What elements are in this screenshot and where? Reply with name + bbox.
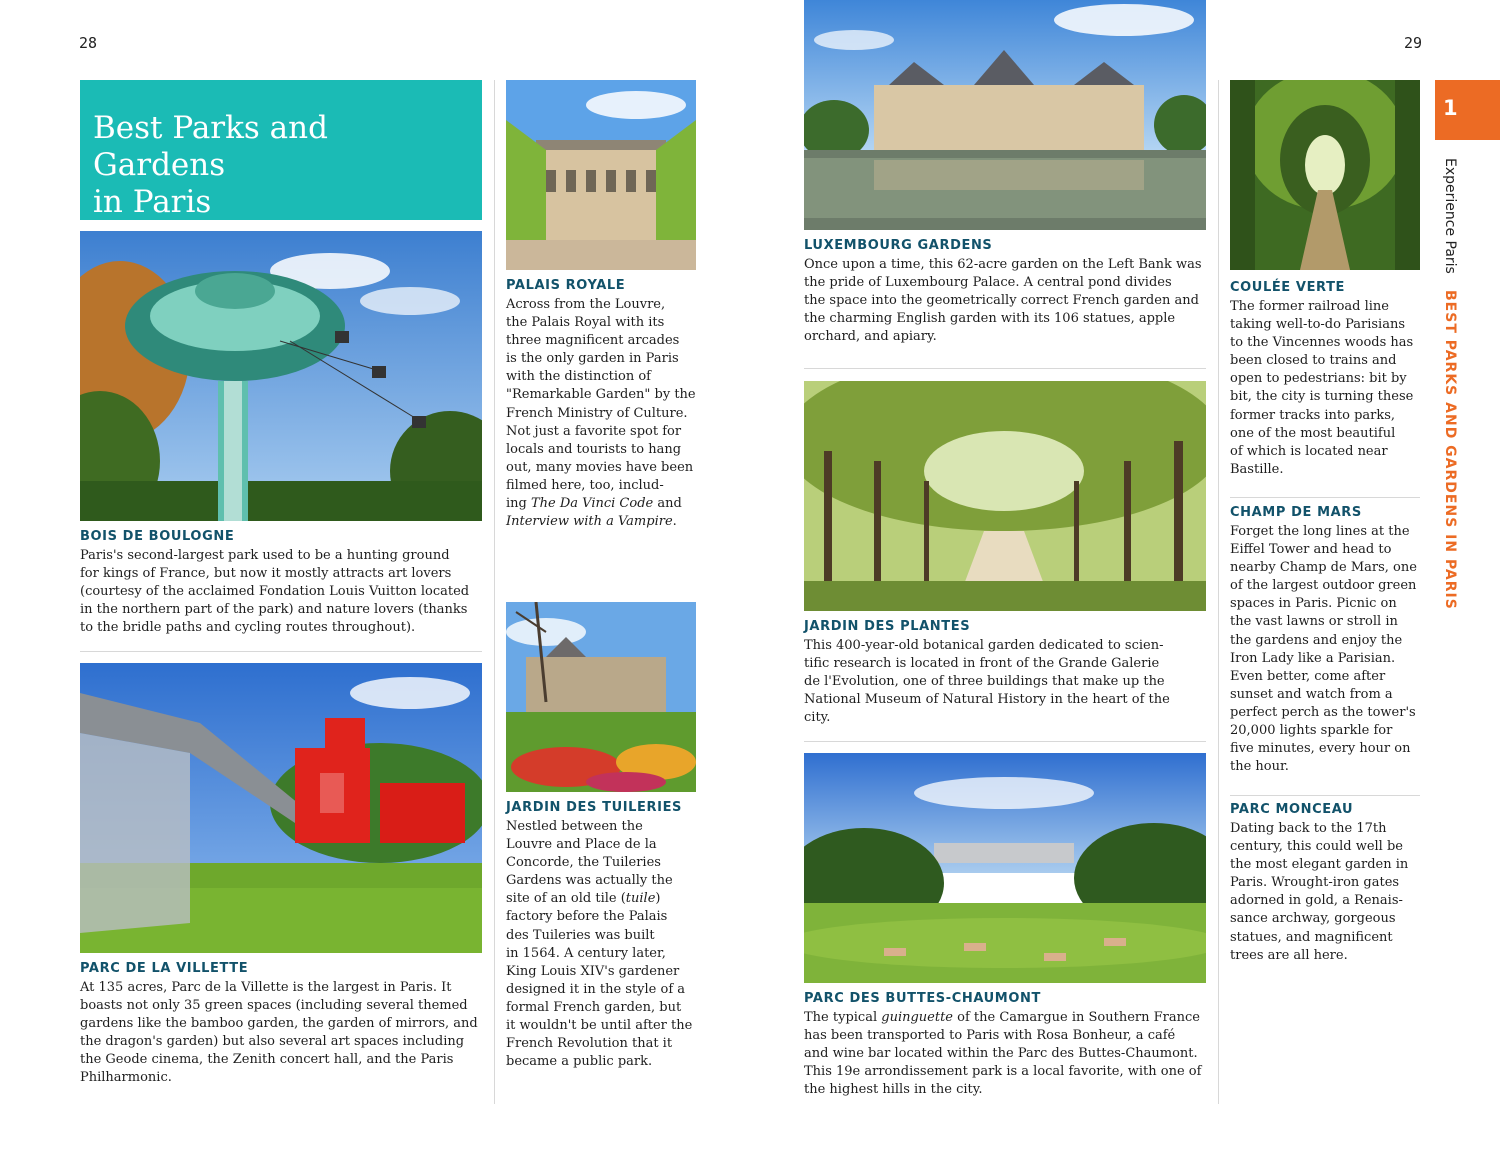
- photo-jardin-des-plantes: [804, 381, 1206, 611]
- photo-parc-des-buttes-chaumont: [804, 753, 1206, 983]
- running-head-section: Experience Paris: [1442, 158, 1458, 274]
- heading-bois-de-boulogne: BOIS DE BOULOGNE: [80, 529, 235, 544]
- page-number-left: 28: [79, 34, 98, 52]
- text-jardin-des-plantes: This 400-year-old botanical garden dedicated to scien- tific research is located in front of the Grande Galerie de l'Evolution, one of three buildings that make up the National Museum of Natural History in the heart of the city.: [804, 638, 1170, 726]
- section-divider: [1230, 497, 1420, 498]
- photo-palais-royale: [506, 80, 696, 270]
- photo-coulee-verte: [1230, 80, 1420, 270]
- page-number-right: 29: [1404, 34, 1423, 52]
- column-divider: [494, 80, 495, 1104]
- text-champ-de-mars: Forget the long lines at the Eiffel Tower and head to nearby Champ de Mars, one of the largest outdoor green spaces in Paris. Picnic on the vast lawns or stroll in the gardens and enjoy the Iron Lady like a Parisian. Even better, come after sunset and watch from a perfect perch as the tower's 20,000 lights sparkle for five minutes, every hour on the hour.: [1230, 524, 1417, 775]
- heading-champ-de-mars: CHAMP DE MARS: [1230, 505, 1362, 520]
- section-divider: [804, 368, 1206, 369]
- text-luxembourg-gardens: Once upon a time, this 62-acre garden on the Left Bank was the pride of Luxembourg Palace. A central pond divides the space into the geometrically correct French garden and the charming English garden with its 106 statues, apple orchard, and apiary.: [804, 257, 1202, 345]
- text-jardin-des-tuileries: Nestled between the Louvre and Place de la Concorde, the Tuileries Gardens was actually the site of an old tile (tuile) factory before the Palais des Tuileries was built in 1564. A century later, King Louis XIV's gardener designed it in the style of a formal French garden, but it wouldn't be until after the French Revolution that it became a public park.: [506, 819, 693, 1070]
- photo-parc-de-la-villette: [80, 663, 482, 953]
- text-parc-de-la-villette: At 135 acres, Parc de la Villette is the largest in Paris. It boasts not only 35 green spaces (including several themed gardens like the bamboo garden, the garden of mirrors, and the dragon's garden) but also several art spaces including the Geode cinema, the Zenith concert hall, and the Paris Philharmonic.: [80, 980, 478, 1086]
- chapter-number: 1: [1443, 96, 1458, 120]
- text-parc-monceau: Dating back to the 17th century, this could well be the most elegant garden in Paris. Wrought-iron gates adorned in gold, a Renais- sance archway, gorgeous statues, and magnificent trees are all here.: [1230, 821, 1409, 963]
- text-bois-de-boulogne: Paris's second-largest park used to be a hunting ground for kings of France, but now it mostly attracts art lovers (courtesy of the acclaimed Fondation Louis Vuitton located in the northern part of the park) and nature lovers (thanks to the bridle paths and cycling routes throughout).: [80, 548, 470, 636]
- section-divider: [80, 651, 482, 652]
- heading-jardin-des-plantes: JARDIN DES PLANTES: [804, 619, 971, 634]
- page-title: Best Parks and Gardens in Paris: [93, 110, 328, 220]
- section-divider: [1230, 795, 1420, 796]
- text-parc-des-buttes-chaumont: The typical guinguette of the Camargue in Southern France has been transported to Paris with Rosa Bonheur, a café and wine bar located within the Parc des Buttes-Chaumont. This 19e arrondissement park is a local favorite, with one of the highest hills in the city.: [804, 1010, 1202, 1098]
- column-divider: [1218, 80, 1219, 1104]
- text-coulee-verte: The former railroad line taking well-to-do Parisians to the Vincennes woods has been closed to trains and open to pedestrians: bit by bit, the city is turning these former tracks into parks, one of the most beautiful of which is located near Bastille.: [1230, 299, 1414, 477]
- photo-bois-de-boulogne: [80, 231, 482, 521]
- heading-coulee-verte: COULÉE VERTE: [1230, 280, 1346, 295]
- heading-palais-royale: PALAIS ROYALE: [506, 278, 626, 293]
- photo-luxembourg-gardens: [804, 0, 1206, 230]
- heading-parc-des-buttes-chaumont: PARC DES BUTTES-CHAUMONT: [804, 991, 1041, 1006]
- heading-jardin-des-tuileries: JARDIN DES TUILERIES: [506, 800, 683, 815]
- text-palais-royale: Across from the Louvre, the Palais Royal with its three magnificent arcades is the only garden in Paris with the distinction of "Remarkable Garden" by the French Ministry of Culture. Not just a favorite spot for locals and tourists to hang out, many movies have been filmed here, too, includ- ing The Da Vinci Code and Interview with a Vampire.: [506, 297, 696, 530]
- running-head: [1442, 158, 1458, 610]
- photo-jardin-des-tuileries: [506, 602, 696, 792]
- running-head-topic: BEST PARKS AND GARDENS IN PARIS: [1442, 290, 1458, 611]
- section-divider: [804, 741, 1206, 742]
- title-box: [80, 80, 482, 220]
- heading-luxembourg-gardens: LUXEMBOURG GARDENS: [804, 238, 993, 253]
- heading-parc-de-la-villette: PARC DE LA VILLETTE: [80, 961, 249, 976]
- heading-parc-monceau: PARC MONCEAU: [1230, 802, 1354, 817]
